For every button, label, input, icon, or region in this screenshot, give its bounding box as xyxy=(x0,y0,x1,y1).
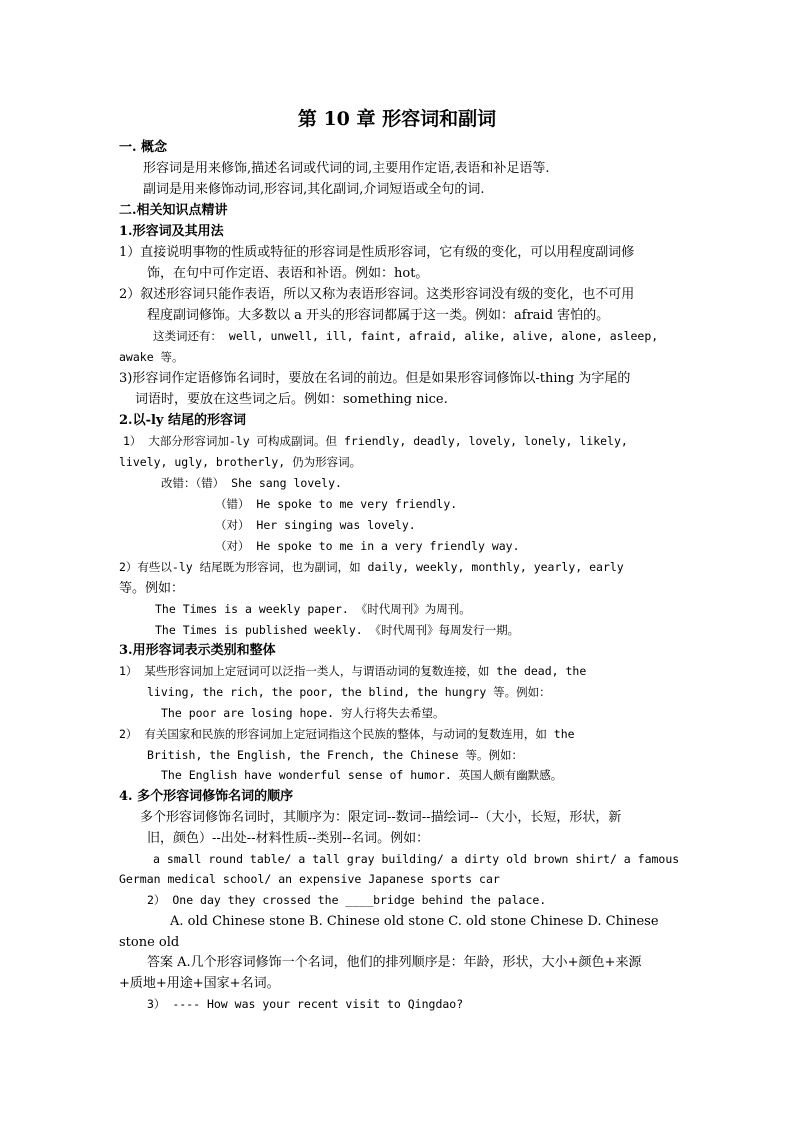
answer-line: 答案 A.几个形容词修饰一个名词，他们的排列顺序是：年龄，形状，大小+颜色+来源 xyxy=(147,955,642,970)
paragraph-line: 2）叙述形容词只能作表语，所以又称为表语形容词。这类形容词没有级的变化，也不可用 xyxy=(119,287,635,302)
example-line: （对） He spoke to me in a very friendly way. xyxy=(215,539,520,553)
paragraph-line: 这类词还有： well, unwell, ill, faint, afraid, alike, alive, alone, asleep, xyxy=(153,329,659,343)
paragraph-line: 词语时，要放在这些词之后。例如：something nice. xyxy=(135,392,448,407)
paragraph-line: lively, ugly, brotherly, 仍为形容词。 xyxy=(119,455,362,469)
page-title: 第 10 章 形容词和副词 xyxy=(297,108,497,130)
paragraph-line: 形容词是用来修饰,描述名词或代词的词,主要用作定语,表语和补足语等. xyxy=(143,161,550,176)
example-line: The Times is a weekly paper. 《时代周刊》为周刊。 xyxy=(155,602,471,616)
paragraph-line: living, the rich, the poor, the blind, the hungry 等。例如： xyxy=(147,685,551,699)
paragraph-line: 1）直接说明事物的性质或特征的形容词是性质形容词，它有级的变化，可以用程度副词修 xyxy=(119,245,635,260)
example-line: （错） He spoke to me very friendly. xyxy=(215,497,458,511)
paragraph-line: 2） 有关国家和民族的形容词加上定冠词指这个民族的整体，与动词的复数连用，如 the xyxy=(119,727,575,741)
example-line: The poor are losing hope. 穷人行将失去希望。 xyxy=(161,706,445,720)
options-line: stone old xyxy=(119,935,180,950)
paragraph-line: British, the English, the French, the Chinese 等。例如： xyxy=(147,748,523,762)
options-line: A. old Chinese stone B. Chinese old stone C. old stone Chinese D. Chinese xyxy=(170,914,659,929)
paragraph-line: 旧，颜色）--出处--材料性质--类别--名词。例如： xyxy=(147,831,430,846)
example-line: The English have wonderful sense of humor. 英国人颇有幽默感。 xyxy=(161,768,563,782)
section-heading: 一. 概念 xyxy=(119,140,168,155)
question-line: 2） One day they crossed the ____bridge behind the palace. xyxy=(147,893,547,907)
example-line: 改错：（错） She sang lovely. xyxy=(161,476,342,490)
example-line: German medical school/ an expensive Japanese sports car xyxy=(119,872,500,886)
paragraph-line: 副词是用来修饰动词,形容词,其化副词,介词短语或全句的词. xyxy=(143,182,485,197)
subsection-heading: 1.形容词及其用法 xyxy=(119,224,224,239)
answer-line: +质地+用途+国家+名词。 xyxy=(119,976,280,991)
example-line: The Times is published weekly. 《时代周刊》每周发行一期。 xyxy=(155,623,520,637)
paragraph-line: 1） 某些形容词加上定冠词可以泛指一类人，与谓语动词的复数连接，如 the dead, the xyxy=(119,664,587,678)
paragraph-line: 1） 大部分形容词加-ly 可构成副词。但 friendly, deadly, lovely, lonely, likely, xyxy=(123,434,628,448)
subsection-heading: 3.用形容词表示类别和整体 xyxy=(119,643,276,658)
paragraph-line: 2）有些以-ly 结尾既为形容词，也为副词，如 daily, weekly, monthly, yearly, early xyxy=(119,560,624,574)
paragraph-line: awake 等。 xyxy=(119,350,184,364)
paragraph-line: 饰，在句中可作定语、表语和补语。例如：hot。 xyxy=(147,266,429,281)
example-line: （对） Her singing was lovely. xyxy=(215,518,416,532)
subsection-heading: 4. 多个形容词修饰名词的顺序 xyxy=(119,789,294,804)
example-line: a small round table/ a tall gray building/ a dirty old brown shirt/ a famous xyxy=(153,852,680,866)
paragraph-line: 多个形容词修饰名词时，其顺序为：限定词--数词--描绘词--（大小，长短，形状，新 xyxy=(140,810,622,825)
subsection-heading: 2.以-ly 结尾的形容词 xyxy=(119,413,246,428)
paragraph-line: 程度副词修饰。大多数以 a 开头的形容词都属于这一类。例如：afraid 害怕的。 xyxy=(147,308,610,323)
paragraph-line: 3)形容词作定语修饰名词时，要放在名词的前边。但是如果形容词修饰以-thing 为字尾的 xyxy=(119,371,631,386)
paragraph-line: 等。例如： xyxy=(119,581,185,596)
section-heading: 二.相关知识点精讲 xyxy=(119,203,228,218)
question-line: 3） ---- How was your recent visit to Qingdao? xyxy=(147,997,464,1011)
